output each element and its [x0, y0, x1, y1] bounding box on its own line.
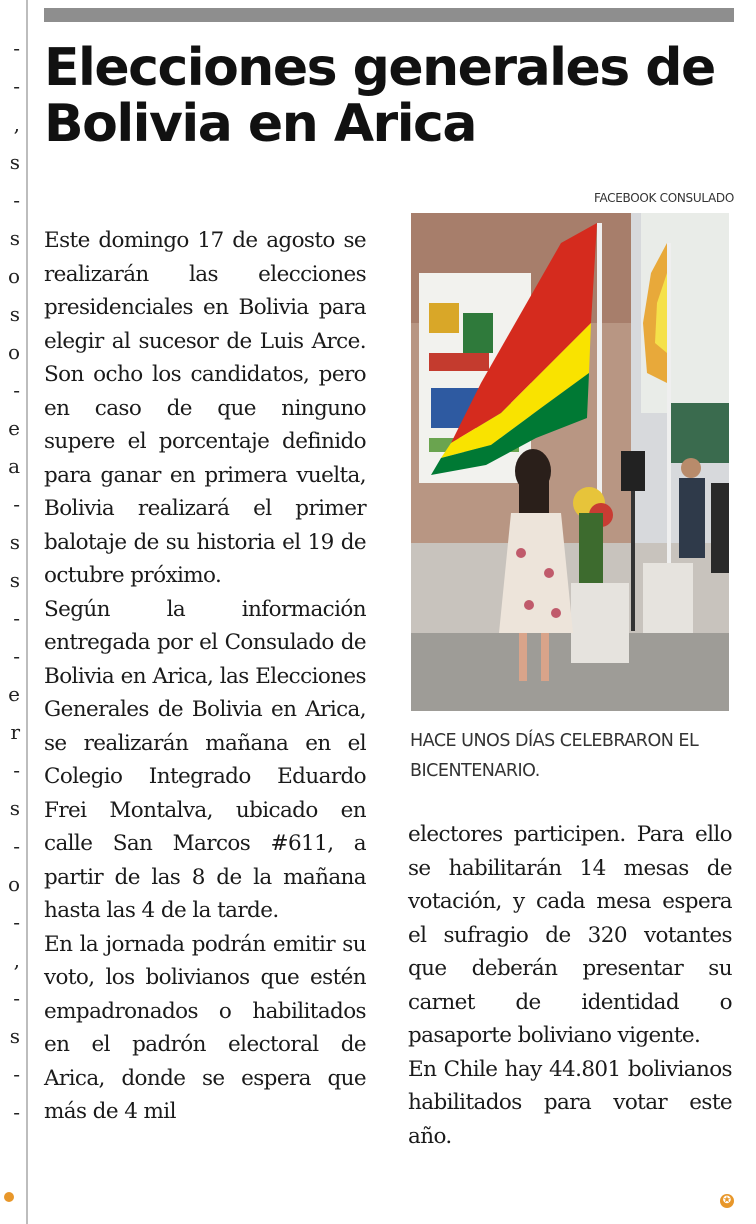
section-top-bar [44, 8, 734, 22]
adjacent-column-fragment: - [13, 910, 20, 934]
adjacent-column-fragment: s [9, 796, 20, 820]
adjacent-column-fragment: s [9, 302, 20, 326]
adjacent-column-fragment: - [13, 1100, 20, 1124]
adjacent-column-fragment: - [13, 758, 20, 782]
photo-caption: HACE UNOS DÍAS CELEBRARON EL BICENTENARIO. [410, 731, 699, 781]
adjacent-column-fragment: s [9, 568, 20, 592]
adjacent-column-fragment: - [13, 644, 20, 668]
adjacent-column-fragment: s [9, 1024, 20, 1048]
ceremony-photo-illustration [411, 213, 729, 711]
adjacent-column-fragment: o [7, 340, 20, 364]
photo-credit: FACEBOOK CONSULADO [593, 191, 734, 205]
paragraph: electores participen. Para ello se habilitarán 14 mesas de votación, y cada mesa espera el sufragio de 320 votantes que deberán presentar su carnet de identidad o pasaporte boliviano vigente. [408, 822, 732, 1048]
adjacent-column-fragment: - [13, 492, 20, 516]
adjacent-column-fragment: , [13, 112, 20, 136]
adjacent-column-fragment: - [13, 986, 20, 1010]
adjacent-column-fragments [0, 0, 26, 1224]
adjacent-column-fragment: - [13, 74, 20, 98]
column-divider [26, 0, 28, 1224]
adjacent-column-fragment: o [7, 872, 20, 896]
adjacent-column-fragment: - [13, 188, 20, 212]
adjacent-column-fragment: - [13, 606, 20, 630]
adjacent-column-fragment: e [8, 416, 20, 440]
article-photo [411, 213, 729, 711]
article-column-1 [44, 224, 366, 1129]
adjacent-column-fragment: s [9, 530, 20, 554]
adjacent-column-fragment: e [8, 682, 20, 706]
adjacent-column-fragment: a [8, 454, 20, 478]
adjacent-column-fragment: - [13, 1062, 20, 1086]
adjacent-end-mark-icon [4, 1192, 14, 1202]
paragraph: Según la información entregada por el Consulado de Bolivia en Arica, las Elecciones Generales de Bolivia en Arica, se realizarán mañana en el Colegio Integrado Eduardo Frei Montalva, ubicado en calle San Marcos #611, a partir de las 8 de la mañana hasta las 4 de la tarde. [44, 596, 366, 923]
adjacent-column-fragment: , [13, 948, 20, 972]
adjacent-column-fragment: - [13, 36, 20, 60]
adjacent-column-fragment: s [9, 226, 20, 250]
paragraph: En la jornada podrán emitir su voto, los bolivianos que estén empadronados o habilitados en el padrón electoral de Arica, donde se espera que más de 4 mil [44, 931, 366, 1124]
adjacent-column-fragment: - [13, 834, 20, 858]
adjacent-column-fragment: - [13, 378, 20, 402]
article-headline: Elecciones generales de Bolivia en Arica [44, 38, 715, 154]
adjacent-column-fragment: o [7, 264, 20, 288]
article-column-2 [408, 818, 732, 1153]
adjacent-column-fragment: s [9, 150, 20, 174]
adjacent-column-fragment: r [10, 720, 20, 744]
star-circle-icon: ✪ [720, 1194, 734, 1208]
paragraph: Este domingo 17 de agosto se realizarán las elecciones presidenciales en Bolivia para elegir al sucesor de Luis Arce. Son ocho los candidatos, pero en caso de que ninguno supere el porcentaje definido para ganar en primera vuelta, Bolivia realizará el primer balotaje de su historia el 19 de octubre próximo. [44, 228, 366, 588]
paragraph: En Chile hay 44.801 bolivianos habilitados para votar este año. [408, 1056, 732, 1149]
